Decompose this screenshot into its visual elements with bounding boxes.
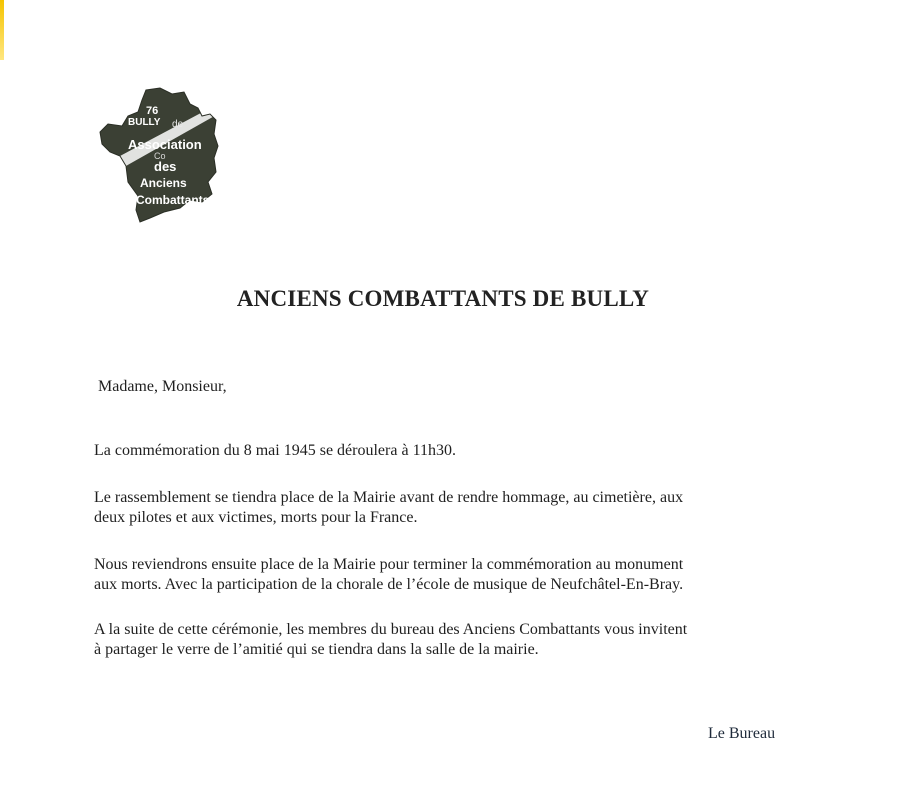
logo-co: Co	[154, 151, 166, 161]
logo-line-anciens: Anciens	[140, 176, 187, 190]
logo-town: BULLY	[128, 117, 161, 128]
paragraph-4	[94, 620, 794, 660]
logo-line-des: des	[154, 159, 177, 174]
paragraph-3	[94, 555, 794, 595]
logo-line-combattants: Combattants	[136, 193, 210, 207]
paragraph-line: Nous reviendrons ensuite place de la Mairie pour terminer la commémoration au monument	[94, 556, 684, 573]
salutation: Madame, Monsieur,	[98, 378, 227, 395]
paragraph-line: à partager le verre de l’amitié qui se tiendra dans la salle de la mairie.	[94, 641, 539, 658]
logo-number: 76	[146, 105, 159, 117]
association-logo	[98, 86, 222, 226]
paper-edge-mark	[0, 0, 4, 60]
paragraph-line: A la suite de cette cérémonie, les membres du bureau des Anciens Combattants vous invitent	[94, 621, 688, 638]
paragraph-2	[94, 488, 794, 528]
paragraph-1	[94, 441, 794, 461]
paragraph-line: Le rassemblement se tiendra place de la Mairie avant de rendre hommage, au cimetière, aux	[94, 489, 684, 506]
signature: Le Bureau	[708, 725, 776, 742]
paragraph-line: deux pilotes et aux victimes, morts pour la France.	[94, 509, 418, 526]
letter-title: ANCIENS COMBATTANTS DE BULLY	[236, 286, 650, 311]
paragraph-line: aux morts. Avec la participation de la chorale de l’école de musique de Neufchâtel-En-Bray.	[94, 576, 684, 593]
logo-line-association: Association	[128, 137, 202, 152]
paragraph-line: La commémoration du 8 mai 1945 se déroulera à 11h30.	[94, 442, 456, 459]
logo-de: de	[172, 119, 184, 130]
